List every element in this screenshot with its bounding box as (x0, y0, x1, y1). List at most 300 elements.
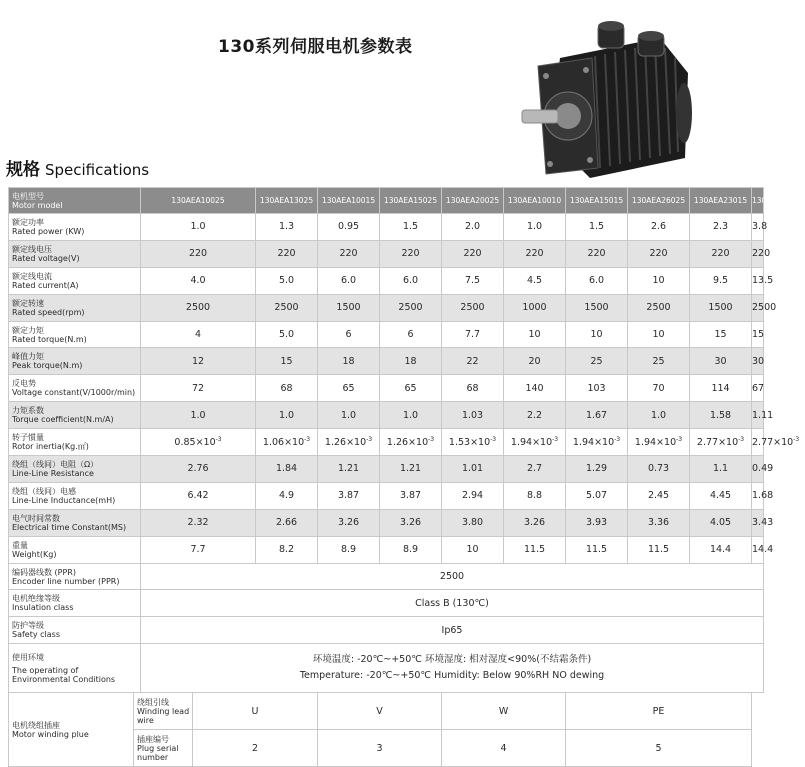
servo-motor-image (520, 18, 692, 183)
spec-heading-en: Specifications (45, 161, 150, 179)
row-label-cn: 额定力矩 (12, 325, 44, 335)
row-label-en: Rated voltage(V) (12, 253, 80, 263)
value-text: 3.26 (523, 517, 546, 529)
value-cell (380, 375, 442, 402)
value-cell (256, 321, 318, 348)
value-cell (752, 536, 774, 563)
winding-plug-label-line: 插座编号 (137, 734, 169, 744)
model-header-cell: 130AEA20025 (442, 188, 504, 214)
table-row (9, 482, 764, 509)
value-cell (380, 402, 442, 429)
value-cell (566, 214, 628, 241)
value-text: 5.0 (278, 275, 295, 287)
value-text: 10 (652, 275, 665, 287)
value-text: 0.49 (752, 463, 774, 475)
value-text: 220 (401, 248, 420, 260)
row-label-en: Peak torque(N.m) (12, 361, 83, 371)
value-cell (504, 536, 566, 563)
environment-value-line: 环境温度: -20℃~+50℃ 环境湿度: 相对湿度<90%(不结霜条件) (312, 654, 592, 666)
encoder-row-label (9, 563, 141, 590)
value-text: 1.68 (752, 490, 774, 502)
row-label-cn: 电气时间常数 (12, 513, 60, 523)
value-text: 68 (280, 382, 293, 394)
row-label-en: Rotor inertia(Kg.㎡) (12, 442, 89, 452)
value-text: 6.42 (187, 490, 209, 502)
value-text: 10 (590, 329, 603, 340)
value-cell (690, 375, 752, 402)
insulation-row-value: Class B (130℃) (141, 590, 764, 617)
value-text: 1.1 (712, 463, 729, 475)
value-cell (566, 321, 628, 348)
row-label-cn: 额定功率 (12, 217, 44, 227)
safety-row-label-cn: 防护等级 (12, 621, 44, 631)
winding-label (9, 693, 134, 767)
value-cell (318, 402, 380, 429)
environment-label-line: The operating of (12, 665, 79, 675)
model-header-cell: 130AEA10025 (141, 188, 256, 214)
model-header-cell: 130AEA15015 (566, 188, 628, 214)
value-text: 8.8 (526, 490, 543, 502)
value-text: 3.26 (399, 517, 422, 529)
winding-lead-cell: PE (566, 693, 752, 730)
value-cell (256, 536, 318, 563)
value-cell (318, 456, 380, 483)
value-text: 8.2 (278, 544, 295, 556)
model-label-en: Motor model (12, 200, 63, 210)
value-cell (380, 321, 442, 348)
table-row (9, 375, 764, 402)
value-cell (752, 214, 768, 241)
model-header-cell: 130AEA15025 (380, 188, 442, 214)
value-cell (380, 456, 442, 483)
value-text: 1.5 (588, 221, 605, 233)
row-label (9, 375, 141, 402)
table-row (9, 294, 764, 321)
value-cell (628, 267, 690, 294)
value-cell (752, 482, 774, 509)
value-text: 220 (525, 248, 544, 260)
value-text: 65 (404, 382, 417, 394)
row-label-cn: 反电势 (12, 379, 36, 389)
value-text: 2500 (398, 302, 423, 314)
row-label-en: Line-Line Inductance(mH) (12, 495, 116, 505)
value-text: 6.0 (402, 275, 419, 287)
exponent-text: -3 (614, 435, 621, 443)
value-text: 220 (587, 248, 606, 260)
value-cell (442, 214, 504, 241)
value-text: 22 (466, 355, 479, 367)
row-label-en: Torque coefficient(N.m/A) (12, 415, 114, 425)
value-cell (566, 348, 628, 375)
value-cell (256, 429, 318, 456)
model-header-cell: 130AEA10015 (318, 188, 380, 214)
value-text: 11.5 (647, 544, 670, 556)
encoder-row-label-cn: 编码器线数 (PPR) (12, 567, 76, 577)
value-cell (752, 348, 764, 375)
environment-label-line: 使用环境 (12, 652, 44, 662)
value-text: 2.45 (647, 490, 670, 502)
value-cell (752, 267, 774, 294)
value-cell (318, 509, 380, 536)
value-text: 18 (342, 355, 355, 367)
value-cell (628, 429, 690, 456)
value-cell (504, 509, 566, 536)
row-label-cn: 力矩系数 (12, 406, 44, 416)
exponent-text: -3 (304, 435, 311, 443)
value-text: 2500 (185, 302, 211, 314)
value-text: 1.26×10 (324, 437, 367, 449)
row-label-cn: 额定线电压 (12, 244, 52, 254)
row-label-en: Weight(Kg) (12, 549, 57, 559)
value-text: 1.0 (190, 409, 206, 421)
value-cell (628, 375, 690, 402)
value-text: 68 (466, 382, 479, 394)
value-text: 18 (404, 355, 417, 367)
value-cell (752, 402, 774, 429)
value-text: 4.05 (709, 517, 732, 529)
value-cell (690, 240, 752, 267)
value-cell (256, 402, 318, 429)
value-cell (442, 482, 504, 509)
value-cell (628, 214, 690, 241)
value-cell (628, 240, 690, 267)
value-text: 1.0 (402, 409, 419, 421)
value-text: 1.58 (709, 409, 732, 421)
winding-label-line: Motor winding plue (12, 729, 89, 739)
value-text: 220 (188, 248, 208, 260)
value-text: 2.66 (275, 517, 298, 529)
value-cell (256, 375, 318, 402)
row-label (9, 536, 141, 563)
value-cell (442, 267, 504, 294)
value-cell (256, 456, 318, 483)
insulation-row-label-cn: 电机绝缘等级 (12, 594, 60, 604)
value-text: 12 (191, 355, 205, 367)
value-cell (318, 375, 380, 402)
value-cell (504, 240, 566, 267)
value-cell (256, 294, 318, 321)
row-label (9, 267, 141, 294)
value-text: 10 (466, 544, 479, 556)
value-cell (141, 294, 256, 321)
value-cell (318, 214, 380, 241)
value-cell (566, 402, 628, 429)
value-text: 70 (652, 382, 665, 394)
value-cell (752, 456, 774, 483)
value-cell (380, 240, 442, 267)
value-cell (442, 456, 504, 483)
value-text: 0.73 (647, 463, 670, 475)
safety-row (9, 617, 764, 644)
value-cell (566, 375, 628, 402)
value-cell (256, 214, 318, 241)
value-cell (442, 536, 504, 563)
value-cell (318, 240, 380, 267)
value-text: 220 (277, 248, 296, 260)
value-cell (752, 294, 777, 321)
value-cell (566, 482, 628, 509)
value-text: 8.9 (402, 544, 419, 556)
value-text: 220 (463, 248, 482, 260)
value-text: 9.5 (712, 275, 729, 287)
value-text: 3.36 (647, 517, 670, 529)
value-text: 220 (339, 248, 358, 260)
value-cell (318, 536, 380, 563)
value-text: 2.6 (650, 221, 667, 233)
value-cell (380, 429, 442, 456)
row-label-en: Line-Line Resistance (12, 468, 94, 478)
value-cell (504, 429, 566, 456)
value-cell (256, 348, 318, 375)
value-text: 2.77×10 (696, 437, 739, 449)
insulation-row-label-en: Insulation class (12, 603, 74, 613)
value-cell (380, 482, 442, 509)
model-label-cn: 电机型号 (12, 191, 44, 201)
value-text: 7.5 (464, 275, 481, 287)
value-cell (318, 482, 380, 509)
value-text: 2.7 (526, 463, 543, 475)
value-cell (752, 509, 774, 536)
value-text: 1500 (708, 302, 733, 314)
value-cell (628, 509, 690, 536)
value-text: 10 (528, 329, 541, 340)
value-text: 6 (345, 329, 352, 340)
model-header-cell: 130AEA13025 (256, 188, 318, 214)
value-text: 1.84 (275, 463, 298, 475)
winding-plug-cell: 4 (442, 730, 566, 767)
value-text: 13.5 (752, 275, 774, 287)
value-text: 11.5 (523, 544, 546, 556)
value-cell (504, 294, 566, 321)
row-label-en: Rated torque(N.m) (12, 334, 87, 344)
value-text: 220 (711, 248, 730, 260)
row-label (9, 321, 141, 348)
value-text: 3.87 (337, 490, 360, 502)
table-row (9, 536, 764, 563)
value-text: 1.5 (402, 221, 419, 233)
value-cell (504, 482, 566, 509)
value-cell (690, 429, 752, 456)
row-label-cn: 转子惯量 (12, 433, 44, 443)
value-cell (690, 482, 752, 509)
row-label-cn: 峰值力矩 (12, 352, 44, 362)
value-cell (504, 375, 566, 402)
environment-label-line: Environmental Conditions (12, 674, 116, 684)
value-text: 2500 (460, 302, 485, 314)
value-cell (380, 536, 442, 563)
value-cell (141, 214, 256, 241)
value-cell (752, 375, 764, 402)
value-text: 2.77×10 (752, 437, 794, 449)
insulation-row (9, 590, 764, 617)
row-label-cn: 绕组（线间）电阻（Ω） (12, 459, 99, 469)
value-cell (442, 321, 504, 348)
value-text: 1.53×10 (448, 437, 491, 449)
value-cell (141, 348, 256, 375)
spec-heading-cn: 规格 (6, 160, 40, 180)
exponent-text: -3 (676, 435, 683, 443)
value-cell (504, 348, 566, 375)
value-text: 1.03 (461, 409, 484, 421)
value-text: 14.4 (752, 544, 774, 556)
row-label (9, 482, 141, 509)
safety-row-label-en: Safety class (12, 630, 60, 640)
winding-plug-cell: 2 (193, 730, 318, 767)
value-cell (442, 375, 504, 402)
value-cell (628, 456, 690, 483)
table-row (9, 402, 764, 429)
value-cell (566, 429, 628, 456)
value-text: 25 (590, 355, 603, 367)
value-text: 6.0 (340, 275, 357, 287)
value-cell (690, 509, 752, 536)
table-row (9, 214, 764, 241)
value-cell (566, 509, 628, 536)
encoder-row-value: 2500 (141, 563, 764, 590)
value-text: 2.94 (461, 490, 484, 502)
value-cell (628, 294, 690, 321)
value-cell (442, 294, 504, 321)
value-text: 6.0 (588, 275, 605, 287)
value-text: 1.94×10 (510, 437, 553, 449)
value-cell (566, 240, 628, 267)
environment-value (141, 644, 764, 693)
value-text: 4.0 (190, 275, 206, 287)
value-text: 1.11 (752, 409, 774, 421)
value-text: 114 (711, 382, 730, 394)
value-text: 2500 (646, 302, 671, 314)
row-label-cn: 额定线电流 (12, 271, 52, 281)
value-text: 1000 (522, 302, 547, 314)
safety-row-value: Ip65 (141, 617, 764, 644)
row-label (9, 429, 141, 456)
value-text: 1.67 (585, 409, 608, 421)
value-cell (256, 509, 318, 536)
value-cell (318, 348, 380, 375)
winding-plug-label-line: Plug serial number (137, 743, 179, 762)
value-text: 1.0 (190, 221, 206, 233)
winding-lead-cell: W (442, 693, 566, 730)
value-cell (141, 402, 256, 429)
value-cell (690, 321, 752, 348)
value-text: 0.85×10 (174, 437, 216, 449)
winding-label-line: 电机绕组插座 (12, 720, 60, 730)
row-label (9, 294, 141, 321)
table-row (9, 509, 764, 536)
value-cell (504, 214, 566, 241)
value-text: 2.76 (187, 463, 209, 475)
value-text: 15 (280, 355, 293, 367)
environment-row (9, 644, 764, 693)
value-text: 4 (194, 329, 202, 340)
table-row (9, 348, 764, 375)
model-header-cell: 130AEA23015 (690, 188, 752, 214)
value-text: 11.5 (585, 544, 608, 556)
value-text: 1.94×10 (634, 437, 677, 449)
value-cell (628, 348, 690, 375)
value-text: 1.0 (340, 409, 357, 421)
value-cell (504, 321, 566, 348)
model-header-cell: 130AEA26025 (628, 188, 690, 214)
value-cell (442, 509, 504, 536)
exponent-text: -3 (793, 435, 800, 443)
value-text: 6 (407, 329, 414, 340)
value-text: 3.87 (399, 490, 422, 502)
value-text: 67 (752, 382, 765, 394)
value-cell (141, 456, 256, 483)
value-cell (752, 321, 764, 348)
value-cell (566, 267, 628, 294)
model-header-cell: 130AEA38025 (752, 188, 764, 214)
insulation-row-label (9, 590, 141, 617)
page-title: 130系列伺服电机参数表 (218, 37, 413, 57)
table-row (9, 456, 764, 483)
value-text: 15 (714, 329, 727, 340)
value-cell (566, 456, 628, 483)
value-text: 140 (525, 382, 544, 394)
value-cell (141, 321, 256, 348)
row-label-en: Rated speed(rpm) (12, 307, 85, 317)
safety-row-label (9, 617, 141, 644)
table-row (9, 267, 764, 294)
table-row (9, 321, 764, 348)
value-cell (380, 267, 442, 294)
value-text: 3.26 (337, 517, 360, 529)
winding-plug-label (134, 730, 193, 767)
value-text: 1500 (336, 302, 361, 314)
value-text: 1.0 (278, 409, 295, 421)
value-cell (628, 482, 690, 509)
value-cell (141, 536, 256, 563)
value-cell (442, 429, 504, 456)
value-text: 4.5 (526, 275, 543, 287)
value-cell (141, 240, 256, 267)
exponent-text: -3 (738, 435, 745, 443)
value-cell (141, 429, 256, 456)
exponent-text: -3 (428, 435, 435, 443)
table-row (9, 240, 764, 267)
winding-plug-cell: 5 (566, 730, 752, 767)
encoder-row-label-en: Encoder line number (PPR) (12, 576, 120, 586)
value-cell (504, 267, 566, 294)
exponent-text: -3 (552, 435, 559, 443)
value-text: 1500 (584, 302, 609, 314)
value-text: 1.26×10 (386, 437, 429, 449)
value-cell (690, 348, 752, 375)
row-label-en: Electrical time Constant(MS) (12, 522, 127, 532)
value-cell (256, 240, 318, 267)
exponent-text: -3 (215, 435, 222, 443)
value-cell (690, 267, 752, 294)
value-cell (256, 267, 318, 294)
value-text: 1.0 (526, 221, 543, 233)
value-cell (442, 348, 504, 375)
row-label-en: Rated power (KW) (12, 226, 85, 236)
value-text: 3.80 (461, 517, 484, 529)
value-text: 3.43 (752, 517, 774, 529)
row-label-en: Voltage constant(V/1000r/min) (12, 388, 136, 398)
value-text: 0.95 (337, 221, 360, 233)
value-cell (442, 240, 504, 267)
value-cell (690, 456, 752, 483)
value-text: 1.01 (461, 463, 484, 475)
value-cell (380, 509, 442, 536)
value-text: 30 (714, 355, 727, 367)
row-label-cn: 重量 (12, 540, 28, 550)
value-text: 5.07 (585, 490, 608, 502)
model-label (9, 188, 141, 214)
value-text: 220 (752, 248, 771, 260)
